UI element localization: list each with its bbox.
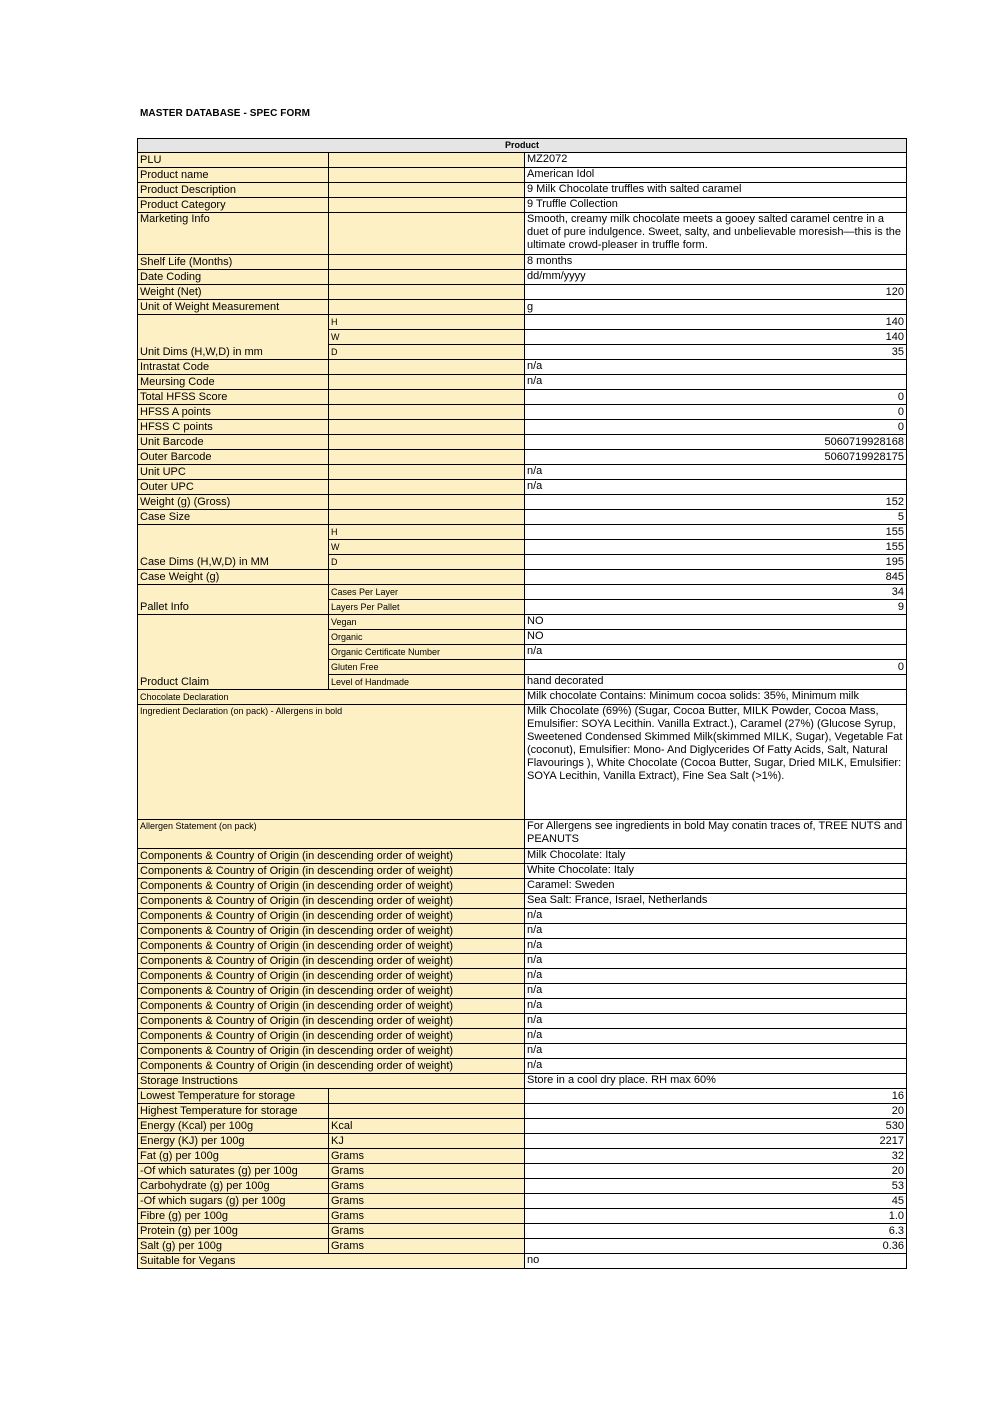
plu-label: PLU bbox=[138, 153, 329, 168]
spec-table bbox=[137, 138, 907, 1269]
unit-weight-value: g bbox=[525, 300, 907, 315]
nutrition-label: Salt (g) per 100g bbox=[138, 1239, 329, 1254]
component-label: Components & Country of Origin (in descending order of weight) bbox=[138, 909, 525, 924]
hfss-total-value: 0 bbox=[525, 390, 907, 405]
case-dims-h-value: 155 bbox=[525, 525, 907, 540]
marketing-info-label: Marketing Info bbox=[138, 213, 329, 255]
component-value: n/a bbox=[525, 984, 907, 999]
component-row bbox=[138, 849, 907, 864]
unit-weight-label: Unit of Weight Measurement bbox=[138, 300, 329, 315]
component-label: Components & Country of Origin (in descending order of weight) bbox=[138, 1059, 525, 1074]
organic-cert-value: n/a bbox=[525, 645, 907, 660]
component-value: White Chocolate: Italy bbox=[525, 864, 907, 879]
nutrition-value: 6.3 bbox=[525, 1224, 907, 1239]
case-dims-d-label: D bbox=[329, 555, 525, 570]
component-label: Components & Country of Origin (in descending order of weight) bbox=[138, 1029, 525, 1044]
unit-upc-label: Unit UPC bbox=[138, 465, 329, 480]
component-label: Components & Country of Origin (in descending order of weight) bbox=[138, 849, 525, 864]
case-dims-d-value: 195 bbox=[525, 555, 907, 570]
unit-dims-w-label: W bbox=[329, 330, 525, 345]
unit-dims-h-label: H bbox=[329, 315, 525, 330]
nutrition-label: Energy (KJ) per 100g bbox=[138, 1134, 329, 1149]
shelf-life-label: Shelf Life (Months) bbox=[138, 255, 329, 270]
component-row bbox=[138, 969, 907, 984]
component-row bbox=[138, 894, 907, 909]
unit-upc-value: n/a bbox=[525, 465, 907, 480]
chocolate-declaration-label: Chocolate Declaration bbox=[138, 690, 525, 705]
date-coding-value: dd/mm/yyyy bbox=[525, 270, 907, 285]
nutrition-unit: Grams bbox=[329, 1194, 525, 1209]
component-value: Milk Chocolate: Italy bbox=[525, 849, 907, 864]
hfss-total-label: Total HFSS Score bbox=[138, 390, 329, 405]
cases-per-layer-label: Cases Per Layer bbox=[329, 585, 525, 600]
component-row bbox=[138, 909, 907, 924]
storage-label: Storage Instructions bbox=[138, 1074, 525, 1089]
storage-value: Store in a cool dry place. RH max 60% bbox=[525, 1074, 907, 1089]
temp-low-label: Lowest Temperature for storage bbox=[138, 1089, 329, 1104]
cases-per-layer-value: 34 bbox=[525, 585, 907, 600]
unit-dims-h-value: 140 bbox=[525, 315, 907, 330]
component-label: Components & Country of Origin (in descending order of weight) bbox=[138, 864, 525, 879]
component-value: Sea Salt: France, Israel, Netherlands bbox=[525, 894, 907, 909]
nutrition-label: Energy (Kcal) per 100g bbox=[138, 1119, 329, 1134]
case-weight-label: Case Weight (g) bbox=[138, 570, 329, 585]
nutrition-unit: Grams bbox=[329, 1239, 525, 1254]
nutrition-value: 530 bbox=[525, 1119, 907, 1134]
gluten-free-value: 0 bbox=[525, 660, 907, 675]
unit-barcode-value: 5060719928168 bbox=[525, 435, 907, 450]
component-value: n/a bbox=[525, 1014, 907, 1029]
suitable-vegans-label: Suitable for Vegans bbox=[138, 1254, 525, 1269]
component-value: n/a bbox=[525, 1044, 907, 1059]
case-dims-w-label: W bbox=[329, 540, 525, 555]
component-row bbox=[138, 1014, 907, 1029]
meursing-label: Meursing Code bbox=[138, 375, 329, 390]
hfss-a-value: 0 bbox=[525, 405, 907, 420]
component-value: n/a bbox=[525, 924, 907, 939]
nutrition-unit: Grams bbox=[329, 1149, 525, 1164]
outer-barcode-label: Outer Barcode bbox=[138, 450, 329, 465]
component-label: Components & Country of Origin (in descending order of weight) bbox=[138, 1044, 525, 1059]
nutrition-row bbox=[138, 1134, 907, 1149]
allergen-statement-value: For Allergens see ingredients in bold May conatin traces of, TREE NUTS and PEANUTS bbox=[525, 820, 907, 849]
nutrition-unit: Grams bbox=[329, 1224, 525, 1239]
component-row bbox=[138, 1029, 907, 1044]
handmade-label: Level of Handmade bbox=[329, 675, 525, 690]
component-row bbox=[138, 1044, 907, 1059]
unit-dims-label: Unit Dims (H,W,D) in mm bbox=[138, 315, 329, 360]
component-row bbox=[138, 954, 907, 969]
component-label: Components & Country of Origin (in descending order of weight) bbox=[138, 894, 525, 909]
product-claim-label: Product Claim bbox=[138, 615, 329, 690]
nutrition-label: -Of which saturates (g) per 100g bbox=[138, 1164, 329, 1179]
unit-barcode-label: Unit Barcode bbox=[138, 435, 329, 450]
product-description-label: Product Description bbox=[138, 183, 329, 198]
nutrition-value: 0.36 bbox=[525, 1239, 907, 1254]
component-row bbox=[138, 939, 907, 954]
unit-dims-d-value: 35 bbox=[525, 345, 907, 360]
component-row bbox=[138, 879, 907, 894]
plu-value: MZ2072 bbox=[525, 153, 907, 168]
temp-high-value: 20 bbox=[525, 1104, 907, 1119]
component-label: Components & Country of Origin (in descending order of weight) bbox=[138, 984, 525, 999]
nutrition-unit: Grams bbox=[329, 1209, 525, 1224]
nutrition-unit: Kcal bbox=[329, 1119, 525, 1134]
component-value: n/a bbox=[525, 954, 907, 969]
table-header: Product bbox=[138, 139, 907, 153]
component-value: n/a bbox=[525, 909, 907, 924]
case-size-label: Case Size bbox=[138, 510, 329, 525]
organic-cert-label: Organic Certificate Number bbox=[329, 645, 525, 660]
nutrition-row bbox=[138, 1119, 907, 1134]
component-row bbox=[138, 864, 907, 879]
case-size-value: 5 bbox=[525, 510, 907, 525]
hfss-a-label: HFSS A points bbox=[138, 405, 329, 420]
allergen-statement-label: Allergen Statement (on pack) bbox=[138, 820, 525, 849]
outer-upc-value: n/a bbox=[525, 480, 907, 495]
nutrition-unit: Grams bbox=[329, 1179, 525, 1194]
component-label: Components & Country of Origin (in descending order of weight) bbox=[138, 879, 525, 894]
component-row bbox=[138, 984, 907, 999]
suitable-vegans-value: no bbox=[525, 1254, 907, 1269]
intrastat-value: n/a bbox=[525, 360, 907, 375]
product-name-value: American Idol bbox=[525, 168, 907, 183]
vegan-label: Vegan bbox=[329, 615, 525, 630]
date-coding-label: Date Coding bbox=[138, 270, 329, 285]
component-row bbox=[138, 1059, 907, 1074]
component-value: Caramel: Sweden bbox=[525, 879, 907, 894]
case-weight-value: 845 bbox=[525, 570, 907, 585]
nutrition-row bbox=[138, 1224, 907, 1239]
weight-gross-value: 152 bbox=[525, 495, 907, 510]
outer-upc-label: Outer UPC bbox=[138, 480, 329, 495]
vegan-value: NO bbox=[525, 615, 907, 630]
component-label: Components & Country of Origin (in descending order of weight) bbox=[138, 939, 525, 954]
nutrition-value: 32 bbox=[525, 1149, 907, 1164]
component-label: Components & Country of Origin (in descending order of weight) bbox=[138, 999, 525, 1014]
component-value: n/a bbox=[525, 969, 907, 984]
pallet-info-label: Pallet Info bbox=[138, 585, 329, 615]
nutrition-label: -Of which sugars (g) per 100g bbox=[138, 1194, 329, 1209]
product-description-value: 9 Milk Chocolate truffles with salted caramel bbox=[525, 183, 907, 198]
product-name-label: Product name bbox=[138, 168, 329, 183]
component-label: Components & Country of Origin (in descending order of weight) bbox=[138, 969, 525, 984]
case-dims-w-value: 155 bbox=[525, 540, 907, 555]
hfss-c-value: 0 bbox=[525, 420, 907, 435]
nutrition-label: Fibre (g) per 100g bbox=[138, 1209, 329, 1224]
handmade-value: hand decorated bbox=[525, 675, 907, 690]
component-value: n/a bbox=[525, 1029, 907, 1044]
temp-high-label: Highest Temperature for storage bbox=[138, 1104, 329, 1119]
hfss-c-label: HFSS C points bbox=[138, 420, 329, 435]
nutrition-row bbox=[138, 1209, 907, 1224]
nutrition-value: 45 bbox=[525, 1194, 907, 1209]
weight-net-value: 120 bbox=[525, 285, 907, 300]
nutrition-value: 1.0 bbox=[525, 1209, 907, 1224]
marketing-info-value: Smooth, creamy milk chocolate meets a gooey salted caramel centre in a duet of pure indulgence. Sweet, salty, and unbelievable moresish—this is the ultimate crowd-pleaser in truffle form. bbox=[525, 213, 907, 255]
nutrition-row bbox=[138, 1179, 907, 1194]
case-dims-label: Case Dims (H,W,D) in MM bbox=[138, 525, 329, 570]
nutrition-unit: KJ bbox=[329, 1134, 525, 1149]
nutrition-row bbox=[138, 1239, 907, 1254]
unit-dims-w-value: 140 bbox=[525, 330, 907, 345]
outer-barcode-value: 5060719928175 bbox=[525, 450, 907, 465]
nutrition-label: Fat (g) per 100g bbox=[138, 1149, 329, 1164]
gluten-free-label: Gluten Free bbox=[329, 660, 525, 675]
component-value: n/a bbox=[525, 999, 907, 1014]
component-value: n/a bbox=[525, 939, 907, 954]
nutrition-value: 20 bbox=[525, 1164, 907, 1179]
nutrition-label: Carbohydrate (g) per 100g bbox=[138, 1179, 329, 1194]
ingredients-label: Ingredient Declaration (on pack) - Allergens in bold bbox=[138, 705, 525, 820]
weight-net-label: Weight (Net) bbox=[138, 285, 329, 300]
unit-dims-d-label: D bbox=[329, 345, 525, 360]
nutrition-row bbox=[138, 1194, 907, 1209]
layers-per-pallet-label: Layers Per Pallet bbox=[329, 600, 525, 615]
component-row bbox=[138, 999, 907, 1014]
shelf-life-value: 8 months bbox=[525, 255, 907, 270]
component-label: Components & Country of Origin (in descending order of weight) bbox=[138, 924, 525, 939]
organic-value: NO bbox=[525, 630, 907, 645]
nutrition-label: Protein (g) per 100g bbox=[138, 1224, 329, 1239]
organic-label: Organic bbox=[329, 630, 525, 645]
layers-per-pallet-value: 9 bbox=[525, 600, 907, 615]
meursing-value: n/a bbox=[525, 375, 907, 390]
chocolate-declaration-value: Milk chocolate Contains: Minimum cocoa solids: 35%, Minimum milk bbox=[525, 690, 907, 705]
intrastat-label: Intrastat Code bbox=[138, 360, 329, 375]
nutrition-value: 2217 bbox=[525, 1134, 907, 1149]
component-value: n/a bbox=[525, 1059, 907, 1074]
component-label: Components & Country of Origin (in descending order of weight) bbox=[138, 1014, 525, 1029]
ingredients-value: Milk Chocolate (69%) (Sugar, Cocoa Butter, MILK Powder, Cocoa Mass, Emulsifier: SOYA Lecithin. Vanilla Extract.), Caramel (27%) (Glucose Syrup, Sweetened Condensed Skimmed Milk(skimmed MILK, Sugar), Vegetable Fat (coconut), Emulsifier: Mono- And Diglycerides Of Fatty Acids, Salt, Natural Flavourings ), White Chocolate (Cocoa Butter, Sugar, Dried MILK, Emulsifier: SOYA Lecithin, Vanilla Extract), Fine Sea Salt (>1%). bbox=[525, 705, 907, 820]
product-category-label: Product Category bbox=[138, 198, 329, 213]
nutrition-row bbox=[138, 1164, 907, 1179]
weight-gross-label: Weight (g) (Gross) bbox=[138, 495, 329, 510]
case-dims-h-label: H bbox=[329, 525, 525, 540]
nutrition-row bbox=[138, 1149, 907, 1164]
nutrition-value: 53 bbox=[525, 1179, 907, 1194]
nutrition-unit: Grams bbox=[329, 1164, 525, 1179]
product-category-value: 9 Truffle Collection bbox=[525, 198, 907, 213]
document-title: MASTER DATABASE - SPEC FORM bbox=[140, 108, 311, 119]
component-row bbox=[138, 924, 907, 939]
temp-low-value: 16 bbox=[525, 1089, 907, 1104]
component-label: Components & Country of Origin (in descending order of weight) bbox=[138, 954, 525, 969]
